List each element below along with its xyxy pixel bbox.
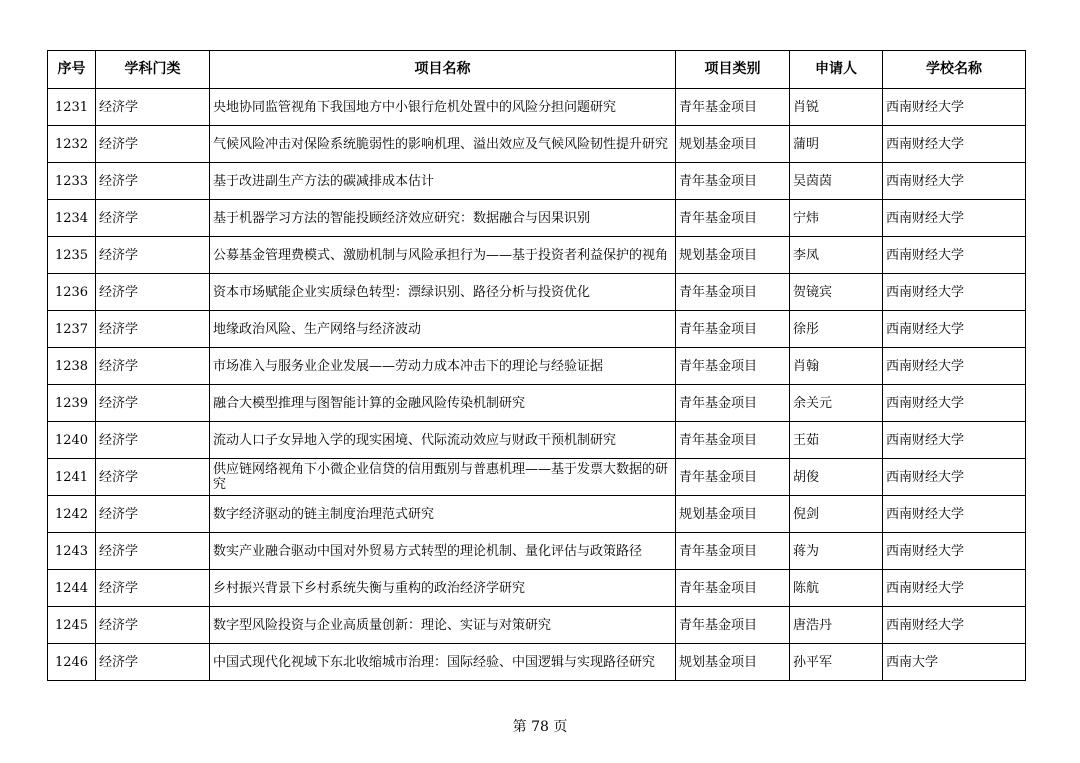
table-row — [48, 570, 1026, 607]
table-row — [48, 385, 1026, 422]
cell-applicant: 孙平军 — [790, 644, 883, 681]
cell-project-name: 地缘政治风险、生产网络与经济波动 — [210, 311, 676, 348]
cell-discipline: 经济学 — [96, 496, 210, 533]
table-row — [48, 607, 1026, 644]
cell-project-name: 央地协同监管视角下我国地方中小银行危机处置中的风险分担问题研究 — [210, 89, 676, 126]
cell-applicant: 肖翰 — [790, 348, 883, 385]
page-number: 第 78 页 — [512, 719, 568, 735]
cell-school: 西南财经大学 — [883, 533, 1026, 570]
cell-applicant: 王茹 — [790, 422, 883, 459]
cell-seq: 1243 — [48, 533, 96, 570]
cell-project-type: 青年基金项目 — [676, 459, 790, 496]
cell-project-type: 青年基金项目 — [676, 533, 790, 570]
table-row — [48, 163, 1026, 200]
header-project-name: 项目名称 — [210, 51, 676, 89]
cell-applicant: 吴茵茵 — [790, 163, 883, 200]
cell-seq: 1233 — [48, 163, 96, 200]
header-seq: 序号 — [48, 51, 96, 89]
cell-seq: 1241 — [48, 459, 96, 496]
cell-school: 西南财经大学 — [883, 200, 1026, 237]
cell-seq: 1239 — [48, 385, 96, 422]
cell-seq: 1245 — [48, 607, 96, 644]
project-list-sheet — [47, 50, 1025, 681]
table-row — [48, 126, 1026, 163]
cell-school: 西南财经大学 — [883, 607, 1026, 644]
cell-applicant: 贺镜宾 — [790, 274, 883, 311]
cell-applicant: 蒋为 — [790, 533, 883, 570]
cell-discipline: 经济学 — [96, 163, 210, 200]
table-row — [48, 348, 1026, 385]
cell-project-type: 青年基金项目 — [676, 274, 790, 311]
cell-seq: 1244 — [48, 570, 96, 607]
table-row — [48, 496, 1026, 533]
cell-discipline: 经济学 — [96, 89, 210, 126]
cell-school: 西南财经大学 — [883, 496, 1026, 533]
cell-project-type: 青年基金项目 — [676, 422, 790, 459]
cell-seq: 1232 — [48, 126, 96, 163]
cell-school: 西南财经大学 — [883, 385, 1026, 422]
table-body — [48, 89, 1026, 681]
cell-applicant: 胡俊 — [790, 459, 883, 496]
cell-project-type: 青年基金项目 — [676, 385, 790, 422]
header-discipline: 学科门类 — [96, 51, 210, 89]
cell-project-name: 供应链网络视角下小微企业信贷的信用甄别与普惠机理——基于发票大数据的研究 — [210, 459, 676, 496]
cell-applicant: 蒲明 — [790, 126, 883, 163]
cell-school: 西南财经大学 — [883, 422, 1026, 459]
cell-discipline: 经济学 — [96, 533, 210, 570]
table-row — [48, 311, 1026, 348]
cell-project-type: 青年基金项目 — [676, 311, 790, 348]
cell-project-name: 数字经济驱动的链主制度治理范式研究 — [210, 496, 676, 533]
table-row — [48, 274, 1026, 311]
header-applicant: 申请人 — [790, 51, 883, 89]
cell-discipline: 经济学 — [96, 570, 210, 607]
cell-applicant: 陈航 — [790, 570, 883, 607]
cell-project-name: 流动人口子女异地入学的现实困境、代际流动效应与财政干预机制研究 — [210, 422, 676, 459]
cell-school: 西南财经大学 — [883, 348, 1026, 385]
cell-project-name: 中国式现代化视域下东北收缩城市治理：国际经验、中国逻辑与实现路径研究 — [210, 644, 676, 681]
cell-seq: 1235 — [48, 237, 96, 274]
project-table — [47, 50, 1026, 681]
cell-discipline: 经济学 — [96, 126, 210, 163]
cell-project-type: 青年基金项目 — [676, 200, 790, 237]
cell-project-name: 市场准入与服务业企业发展——劳动力成本冲击下的理论与经验证据 — [210, 348, 676, 385]
cell-project-type: 青年基金项目 — [676, 607, 790, 644]
cell-school: 西南财经大学 — [883, 237, 1026, 274]
cell-project-name: 数实产业融合驱动中国对外贸易方式转型的理论机制、量化评估与政策路径 — [210, 533, 676, 570]
table-row — [48, 200, 1026, 237]
cell-applicant: 肖锐 — [790, 89, 883, 126]
table-row — [48, 422, 1026, 459]
cell-project-name: 公募基金管理费模式、激励机制与风险承担行为——基于投资者利益保护的视角 — [210, 237, 676, 274]
table-header-row — [48, 51, 1026, 89]
cell-project-name: 基于改进副生产方法的碳减排成本估计 — [210, 163, 676, 200]
cell-seq: 1238 — [48, 348, 96, 385]
cell-project-name: 资本市场赋能企业实质绿色转型：漂绿识别、路径分析与投资优化 — [210, 274, 676, 311]
cell-school: 西南财经大学 — [883, 163, 1026, 200]
cell-seq: 1236 — [48, 274, 96, 311]
cell-school: 西南财经大学 — [883, 274, 1026, 311]
cell-applicant: 唐浩丹 — [790, 607, 883, 644]
header-school: 学校名称 — [883, 51, 1026, 89]
cell-project-name: 乡村振兴背景下乡村系统失衡与重构的政治经济学研究 — [210, 570, 676, 607]
cell-school: 西南财经大学 — [883, 126, 1026, 163]
cell-discipline: 经济学 — [96, 348, 210, 385]
cell-discipline: 经济学 — [96, 311, 210, 348]
cell-school: 西南财经大学 — [883, 570, 1026, 607]
cell-seq: 1246 — [48, 644, 96, 681]
cell-discipline: 经济学 — [96, 274, 210, 311]
cell-discipline: 经济学 — [96, 607, 210, 644]
cell-discipline: 经济学 — [96, 237, 210, 274]
cell-project-type: 青年基金项目 — [676, 570, 790, 607]
cell-applicant: 徐彤 — [790, 311, 883, 348]
table-row — [48, 533, 1026, 570]
cell-project-type: 青年基金项目 — [676, 348, 790, 385]
cell-school: 西南财经大学 — [883, 459, 1026, 496]
cell-seq: 1242 — [48, 496, 96, 533]
table-row — [48, 89, 1026, 126]
cell-applicant: 李凤 — [790, 237, 883, 274]
cell-applicant: 宁炜 — [790, 200, 883, 237]
cell-project-type: 规划基金项目 — [676, 496, 790, 533]
cell-project-type: 规划基金项目 — [676, 237, 790, 274]
header-project-type: 项目类别 — [676, 51, 790, 89]
cell-project-name: 融合大模型推理与图智能计算的金融风险传染机制研究 — [210, 385, 676, 422]
cell-project-type: 规划基金项目 — [676, 126, 790, 163]
cell-discipline: 经济学 — [96, 385, 210, 422]
cell-discipline: 经济学 — [96, 200, 210, 237]
cell-discipline: 经济学 — [96, 644, 210, 681]
cell-school: 西南财经大学 — [883, 89, 1026, 126]
table-row — [48, 644, 1026, 681]
cell-applicant: 余关元 — [790, 385, 883, 422]
cell-school: 西南大学 — [883, 644, 1026, 681]
cell-applicant: 倪剑 — [790, 496, 883, 533]
cell-seq: 1240 — [48, 422, 96, 459]
cell-project-type: 青年基金项目 — [676, 163, 790, 200]
cell-seq: 1231 — [48, 89, 96, 126]
cell-school: 西南财经大学 — [883, 311, 1026, 348]
table-row — [48, 237, 1026, 274]
cell-project-name: 气候风险冲击对保险系统脆弱性的影响机理、溢出效应及气候风险韧性提升研究 — [210, 126, 676, 163]
cell-project-type: 青年基金项目 — [676, 89, 790, 126]
table-row — [48, 459, 1026, 496]
cell-discipline: 经济学 — [96, 459, 210, 496]
cell-seq: 1237 — [48, 311, 96, 348]
cell-discipline: 经济学 — [96, 422, 210, 459]
cell-project-name: 数字型风险投资与企业高质量创新：理论、实证与对策研究 — [210, 607, 676, 644]
cell-seq: 1234 — [48, 200, 96, 237]
cell-project-type: 规划基金项目 — [676, 644, 790, 681]
cell-project-name: 基于机器学习方法的智能投顾经济效应研究：数据融合与因果识别 — [210, 200, 676, 237]
